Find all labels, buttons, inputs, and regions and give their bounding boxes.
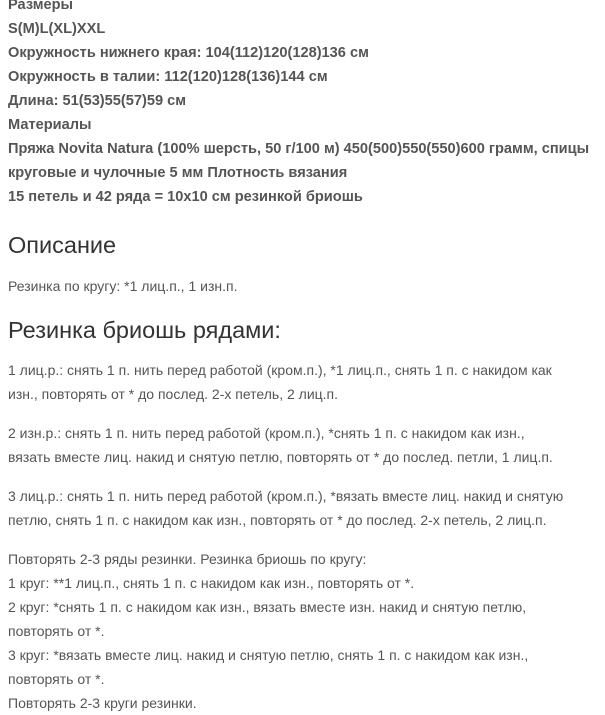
row-2-line-1: 2 изн.р.: снять 1 п. нить перед работой (кром.п.), *снять 1 п. с накидом как изн.,: [8, 425, 525, 441]
description-heading: Описание: [8, 232, 117, 258]
sizes-value: S(M)L(XL)XXL: [8, 21, 106, 37]
article-content: [8, 0, 600, 715]
materials-label: Материалы: [8, 117, 92, 133]
row-2-instructions: [8, 421, 600, 469]
in-round-line-7: Повторять 2-3 круги резинки.: [8, 695, 197, 711]
in-round-line-1: Повторять 2-3 ряды резинки. Резинка бриошь по кругу:: [8, 551, 367, 567]
row-1-line-2: изн., повторять от * до послед. 2-х петель, 2 лиц.п.: [8, 386, 339, 402]
in-round-line-6: повторять от *.: [8, 671, 105, 687]
in-round-line-2: 1 круг: **1 лиц.п., снять 1 п. с накидом как изн., повторять от *.: [8, 575, 415, 591]
brioche-rows-heading: Резинка бриошь рядами:: [8, 317, 281, 343]
yarn-info-line-2: круговые и чулочные 5 мм Плотность вязания: [8, 165, 348, 181]
in-round-instructions: [8, 547, 600, 715]
yarn-info-line-1: Пряжа Novita Natura (100% шерсть, 50 г/100 м) 450(500)550(550)600 грамм, спицы: [8, 141, 590, 157]
row-1-line-1: 1 лиц.р.: снять 1 п. нить перед работой (кром.п.), *1 лиц.п., снять 1 п. с накидом как: [8, 362, 552, 378]
row-3-line-2: петлю, снять 1 п. с накидом как изн., повторять от * до послед. 2-х петель, 2 лиц.п.: [8, 512, 547, 528]
sizes-label: Размеры: [8, 0, 74, 13]
row-3-instructions: [8, 484, 600, 532]
in-round-line-4: повторять от *.: [8, 623, 105, 639]
in-round-line-3: 2 круг: *снять 1 п. с накидом как изн., вязать вместе изн. накид и снятую петлю,: [8, 599, 527, 615]
waist-circumference: Окружность в талии: 112(120)128(136)144 см: [8, 69, 328, 85]
garment-length: Длина: 51(53)55(57)59 см: [8, 93, 187, 109]
row-2-line-2: вязать вместе лиц. накид и снятую петлю, повторять от * до послед. петли, 1 лиц.п.: [8, 449, 553, 465]
gauge-info: 15 петель и 42 ряда = 10х10 см резинкой бриошь: [8, 189, 363, 205]
description-text: Резинка по кругу: *1 лиц.п., 1 изн.п.: [8, 278, 238, 294]
hem-circumference: Окружность нижнего края: 104(112)120(128)136 см: [8, 45, 369, 61]
specifications-block: [8, 0, 600, 209]
row-1-instructions: [8, 358, 600, 406]
in-round-line-5: 3 круг: *вязать вместе лиц. накид и снятую петлю, снять 1 п. с накидом как изн.,: [8, 647, 529, 663]
row-3-line-1: 3 лиц.р.: снять 1 п. нить перед работой (кром.п.), *вязать вместе лиц. накид и снятую: [8, 488, 564, 504]
